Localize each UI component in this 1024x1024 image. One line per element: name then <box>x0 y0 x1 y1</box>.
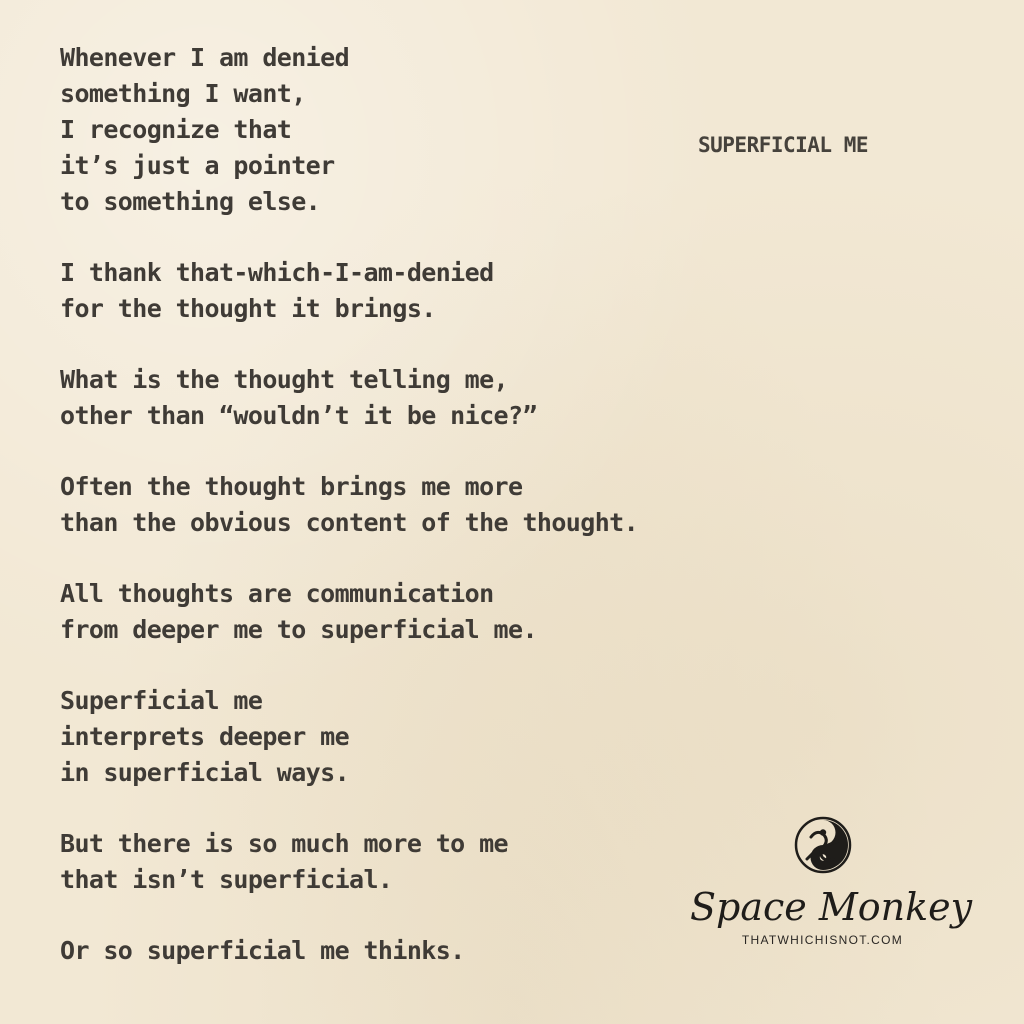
poem-line: interprets deeper me <box>60 722 350 751</box>
poem-line: in superficial ways. <box>60 758 350 787</box>
poem-title: SUPERFICIAL ME <box>698 133 869 157</box>
brand-block <box>690 815 973 947</box>
poem-line: Often the thought brings me more <box>60 472 523 501</box>
poem-line: Whenever I am denied <box>60 43 350 72</box>
poem-stanza <box>60 933 720 969</box>
poem-stanza <box>60 683 720 791</box>
brand-name: Space Monkey <box>690 885 973 929</box>
poem <box>60 40 720 1004</box>
poem-line: Or so superficial me thinks. <box>60 936 465 965</box>
poem-line: than the obvious content of the thought. <box>60 508 639 537</box>
poem-stanza <box>60 576 720 648</box>
poem-line: I thank that-which-I-am-denied <box>60 258 494 287</box>
poem-line: for the thought it brings. <box>60 294 436 323</box>
poem-line: But there is so much more to me <box>60 829 508 858</box>
poem-line: other than “wouldn’t it be nice?” <box>60 401 537 430</box>
poem-line: that isn’t superficial. <box>60 865 393 894</box>
poem-stanza <box>60 40 720 220</box>
poem-stanza <box>60 255 720 327</box>
poem-line: something I want, <box>60 79 306 108</box>
poem-stanza <box>60 469 720 541</box>
poem-line: Superficial me <box>60 686 263 715</box>
poem-line: from deeper me to superficial me. <box>60 615 537 644</box>
poem-line: I recognize that <box>60 115 292 144</box>
poem-line: to something else. <box>60 187 321 216</box>
poem-line: What is the thought telling me, <box>60 365 508 394</box>
monkey-yin-yang-icon <box>793 815 853 875</box>
poem-line: it’s just a pointer <box>60 151 335 180</box>
brand-url: THATWHICHISNOT.COM <box>741 933 904 947</box>
poem-stanza <box>60 362 720 434</box>
poem-stanza <box>60 826 720 898</box>
poem-line: All thoughts are communication <box>60 579 494 608</box>
